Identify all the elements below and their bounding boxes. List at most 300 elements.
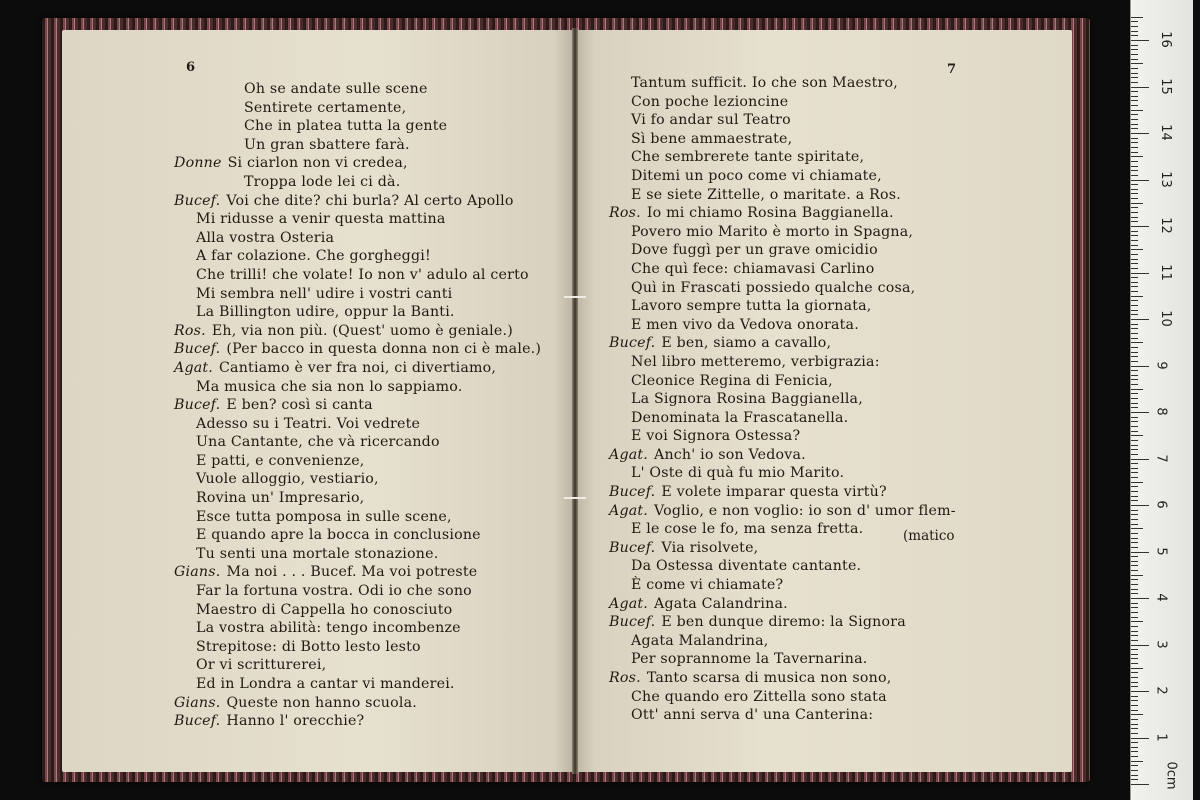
ruler-tick: [1131, 128, 1138, 129]
verse-line: [609, 427, 956, 446]
verse-line: [174, 563, 541, 582]
speaker-name: Agat.: [609, 446, 648, 463]
ruler-tick: [1131, 263, 1138, 264]
ruler-tick: [1131, 579, 1138, 580]
line-text: A far colazione. Che gorgheggi!: [196, 248, 431, 265]
verse-lines: [174, 80, 541, 731]
speaker-name: Gians.: [174, 564, 221, 581]
ruler-number: 1: [1153, 732, 1169, 742]
verse-line: [609, 650, 956, 669]
line-text: (Per bacco in questa donna non ci è male.): [226, 341, 542, 358]
line-text: E quando apre la bocca in conclusione: [196, 527, 481, 544]
verse-line: [174, 285, 541, 304]
verse-line: [174, 247, 541, 266]
line-text: E ben? così si canta: [226, 397, 373, 414]
verse-line: [609, 372, 956, 391]
ruler-tick: [1131, 35, 1138, 36]
line-text: E patti, e convenienze,: [196, 452, 365, 469]
ruler-tick: [1131, 333, 1138, 334]
ruler-tick: [1131, 431, 1138, 432]
ruler-number: 5: [1153, 546, 1169, 556]
line-text: Da Ostessa diventate cantante.: [631, 558, 862, 575]
ruler-tick: [1131, 231, 1138, 232]
ruler-tick: [1131, 682, 1138, 683]
ruler-tick: [1131, 180, 1149, 181]
ruler-tick: [1131, 91, 1138, 92]
ruler-tick: [1131, 259, 1138, 260]
verse-line: [174, 415, 541, 434]
ruler-tick: [1131, 449, 1138, 450]
ruler-tick: [1131, 421, 1138, 422]
ruler-tick: [1131, 31, 1138, 32]
ruler-tick: [1131, 417, 1138, 418]
verse-line: [609, 334, 956, 353]
verse-line: [174, 303, 541, 322]
left-page: [62, 30, 575, 772]
ruler-tick: [1131, 403, 1138, 404]
ruler-tick: [1131, 49, 1138, 50]
verse-line: [609, 241, 956, 260]
ruler-tick: [1131, 73, 1138, 74]
ruler-tick: [1131, 240, 1138, 241]
speaker-name: Bucef.: [174, 341, 221, 358]
ruler-tick: [1131, 561, 1138, 562]
ruler-tick: [1131, 184, 1138, 185]
verse-line: [609, 279, 956, 298]
ruler-tick: [1131, 500, 1138, 501]
ruler-tick: [1131, 338, 1138, 339]
ruler-tick: [1131, 291, 1138, 292]
verse-line: [609, 74, 956, 93]
ruler-tick: [1131, 510, 1138, 511]
speaker-name: Agat.: [609, 502, 648, 519]
verse-line: [609, 297, 956, 316]
ruler-tick: [1131, 756, 1138, 757]
ruler-tick: [1131, 607, 1138, 608]
speaker-name: Donne: [174, 155, 222, 172]
ruler-tick: [1131, 361, 1138, 362]
ruler-number: 4: [1153, 593, 1169, 602]
line-text: Nel libro metteremo, verbigrazia:: [631, 353, 880, 370]
verse-line: [174, 80, 541, 99]
ruler-tick: [1131, 45, 1138, 46]
line-text: Ditemi un poco come vi chiamate,: [631, 167, 882, 184]
verse-line: [174, 619, 541, 638]
verse-line: [174, 99, 541, 118]
verse-line: [174, 656, 541, 675]
line-text: Io mi chiamo Rosina Baggianella.: [646, 205, 894, 222]
book-gutter: [572, 28, 578, 774]
line-text: Strepitose: di Botto lesto lesto: [196, 638, 421, 655]
verse-line: [174, 117, 541, 136]
ruler-tick: [1131, 96, 1138, 97]
line-text: Ed in Londra a cantar vi manderei.: [196, 676, 455, 692]
verse-line: [609, 204, 956, 223]
ruler-tick: [1131, 193, 1138, 194]
ruler-tick: [1131, 352, 1138, 353]
verse-line: [609, 632, 956, 651]
ruler-tick: [1131, 286, 1138, 287]
ruler-tick: [1131, 114, 1138, 115]
line-text: Tanto scarsa di musica non sono,: [646, 670, 892, 686]
ruler-tick: [1131, 273, 1149, 274]
verse-line: [609, 706, 956, 725]
verse-line: [609, 595, 956, 614]
speaker-name: Agat.: [609, 595, 648, 612]
measuring-ruler: [1130, 0, 1193, 800]
line-text: E se siete Zittelle, o maritate. a Ros.: [631, 186, 901, 203]
line-text: Queste non hanno scuola.: [226, 694, 417, 711]
line-text: Far la fortuna vostra. Odi io che sono: [196, 583, 472, 600]
ruler-tick: [1131, 300, 1138, 301]
speaker-name: Bucef.: [609, 335, 656, 352]
speaker-name: Ros.: [609, 670, 641, 686]
ruler-tick: [1131, 366, 1149, 367]
verse-line: [609, 260, 956, 279]
verse-line: [609, 613, 956, 632]
ruler-tick: [1131, 319, 1149, 320]
ruler-tick: [1131, 63, 1143, 64]
ruler-tick: [1131, 226, 1149, 227]
ruler-tick: [1131, 784, 1149, 785]
ruler-tick: [1131, 528, 1143, 529]
ruler-unit-label: 0cm: [1163, 761, 1179, 790]
line-text: La vostra abilità: tengo incombenze: [196, 620, 461, 637]
ruler-tick: [1131, 389, 1143, 390]
ruler-tick: [1131, 570, 1138, 571]
ruler-tick: [1131, 170, 1138, 171]
line-text: Che quando ero Zittella sono stata: [631, 688, 887, 705]
ruler-tick: [1131, 463, 1138, 464]
verse-line: [174, 173, 541, 192]
verse-line: [174, 433, 541, 452]
line-text: È come vi chiamate?: [631, 577, 784, 594]
verse-line: [609, 390, 956, 409]
line-text: Agata Calandrina.: [654, 595, 788, 612]
ruler-tick: [1131, 328, 1138, 329]
ruler-tick: [1131, 705, 1138, 706]
ruler-tick: [1131, 459, 1149, 460]
verse-line: [174, 452, 541, 471]
ruler-tick: [1131, 440, 1138, 441]
line-text: Eh, via non più. (Quest' uomo è geniale.): [211, 322, 513, 339]
verse-line: [174, 136, 541, 155]
ruler-tick: [1131, 496, 1138, 497]
ruler-tick: [1131, 310, 1138, 311]
ruler-number: 9: [1153, 360, 1169, 370]
ruler-tick: [1131, 775, 1138, 776]
right-page: [575, 30, 1072, 772]
line-text: Rovina un' Impresario,: [196, 490, 365, 507]
verse-line: [174, 582, 541, 601]
verse-line: [609, 576, 956, 595]
ruler-tick: [1131, 649, 1138, 650]
ruler-number: 7: [1153, 453, 1169, 463]
ruler-tick: [1131, 282, 1138, 283]
verse-line: [174, 340, 541, 359]
verse-line: [174, 470, 541, 489]
line-text: Or vi scritturerei,: [196, 657, 327, 674]
ruler-tick: [1131, 593, 1138, 594]
ruler-tick: [1131, 277, 1138, 278]
ruler-tick: [1131, 152, 1138, 153]
line-text: Maestro di Cappella ho conosciuto: [196, 601, 453, 618]
line-text: E volete imparar questa virtù?: [661, 484, 887, 501]
ruler-tick: [1131, 552, 1149, 553]
line-text: Cantiamo è ver fra noi, ci divertiamo,: [219, 359, 497, 376]
ruler-tick: [1131, 156, 1143, 157]
ruler-number: 3: [1153, 639, 1169, 649]
line-text: Tantum sufficit. Io che son Maestro,: [631, 75, 898, 91]
ruler-tick: [1131, 640, 1138, 641]
verse-line: [609, 93, 956, 112]
ruler-tick: [1131, 719, 1138, 720]
ruler-number: 13: [1157, 170, 1173, 188]
ruler-tick: [1131, 468, 1138, 469]
line-text: Lavoro sempre tutta la giornata,: [631, 298, 872, 315]
speaker-name: Bucef.: [174, 192, 221, 209]
ruler-tick: [1131, 356, 1138, 357]
ruler-tick: [1131, 68, 1138, 69]
ruler-tick: [1131, 268, 1138, 269]
line-text: Che in platea tutta la gente: [244, 118, 448, 135]
ruler-tick: [1131, 491, 1138, 492]
ruler-tick: [1131, 235, 1138, 236]
ruler-tick: [1131, 175, 1138, 176]
ruler-tick: [1131, 547, 1138, 548]
ruler-tick: [1131, 245, 1138, 246]
ruler-tick: [1131, 393, 1138, 394]
verse-line: [174, 266, 541, 285]
ruler-tick: [1131, 166, 1138, 167]
ruler-number: 14: [1157, 124, 1173, 141]
ruler-tick: [1131, 445, 1138, 446]
ruler-tick: [1131, 119, 1138, 120]
verse-line: [174, 396, 541, 415]
line-text: Tu senti una mortale stonazione.: [196, 545, 439, 562]
ruler-tick: [1131, 700, 1138, 701]
speaker-name: Bucef.: [609, 614, 656, 631]
line-text: E le cose le fo, ma senza fretta.: [631, 521, 864, 538]
verse-line: [174, 210, 541, 229]
line-text: Che trilli! che volate! Io non v' adulo al certo: [196, 266, 529, 283]
ruler-tick: [1131, 477, 1138, 478]
ruler-tick: [1131, 379, 1138, 380]
line-text: Povero mio Marito è morto in Spagna,: [631, 223, 914, 240]
ruler-tick: [1131, 324, 1138, 325]
verse-line: [174, 154, 541, 173]
ruler-tick: [1131, 747, 1138, 748]
ruler-tick: [1131, 87, 1149, 88]
verse-line: [609, 446, 956, 465]
line-text: Sentirete certamente,: [244, 99, 407, 116]
ruler-number: 10: [1157, 310, 1173, 327]
line-text: Ma noi . . . Bucef. Ma voi potreste: [226, 564, 478, 581]
ruler-tick: [1131, 524, 1138, 525]
line-text: Sì bene ammaestrate,: [631, 130, 793, 147]
ruler-tick: [1131, 161, 1138, 162]
ruler-tick: [1131, 612, 1138, 613]
ruler-tick: [1131, 124, 1138, 125]
verse-line: [609, 186, 956, 205]
ruler-tick: [1131, 696, 1138, 697]
line-text: Quì in Frascati possiedo qualche cosa,: [631, 279, 916, 296]
verse-line: [609, 130, 956, 149]
verse-line: [609, 557, 956, 576]
line-text: Adesso su i Teatri. Voi vedrete: [196, 415, 421, 432]
ruler-tick: [1131, 370, 1138, 371]
verse-line: [609, 688, 956, 707]
binding-thread: [564, 497, 586, 499]
ruler-tick: [1131, 765, 1138, 766]
ruler-tick: [1131, 198, 1138, 199]
ruler-tick: [1131, 426, 1138, 427]
line-text: Che sembrerete tante spiritate,: [631, 149, 865, 166]
ruler-tick: [1131, 217, 1138, 218]
verse-line: [174, 694, 541, 713]
ruler-tick: [1131, 435, 1143, 436]
ruler-tick: [1131, 203, 1143, 204]
ruler-tick: [1131, 626, 1138, 627]
line-text: E ben dunque diremo: la Signora: [661, 614, 906, 631]
line-text: Ma musica che sia non lo sappiamo.: [196, 378, 463, 395]
ruler-tick: [1131, 40, 1149, 41]
ruler-tick: [1131, 663, 1138, 664]
verse-line: [609, 669, 956, 688]
ruler-tick: [1131, 714, 1143, 715]
ruler-tick: [1131, 472, 1138, 473]
verse-lines: [609, 74, 956, 725]
ruler-tick: [1131, 728, 1138, 729]
ruler-tick: [1131, 575, 1143, 576]
verse-line: [174, 192, 541, 211]
line-text: Esce tutta pomposa in sulle scene,: [196, 508, 452, 525]
line-text: Mi ridusse a venir questa mattina: [196, 211, 446, 228]
ruler-tick: [1131, 54, 1138, 55]
ruler-tick: [1131, 617, 1138, 618]
ruler-tick: [1131, 207, 1138, 208]
verse-line: [609, 483, 956, 502]
ruler-tick: [1131, 347, 1138, 348]
ruler-tick: [1131, 254, 1138, 255]
ruler-tick: [1131, 221, 1138, 222]
verse-line: [609, 464, 956, 483]
line-text: E voi Signora Ostessa?: [631, 428, 801, 445]
binding-thread: [564, 296, 586, 298]
ruler-tick: [1131, 742, 1138, 743]
line-text: Voi che dite? chi burla? Al certo Apollo: [226, 192, 514, 209]
speaker-name: Bucef.: [174, 397, 221, 414]
ruler-tick: [1131, 249, 1143, 250]
ruler-tick: [1131, 677, 1138, 678]
verse-line: [174, 489, 541, 508]
ruler-tick: [1131, 603, 1138, 604]
line-text: Vi fo andar sul Teatro: [631, 112, 791, 129]
line-text: Per soprannome la Tavernarina.: [631, 651, 868, 668]
ruler-tick: [1131, 584, 1138, 585]
ruler-tick: [1131, 305, 1138, 306]
line-text: Troppa lode lei ci dà.: [244, 173, 401, 190]
ruler-tick: [1131, 761, 1143, 762]
line-text: La Billington udire, oppur la Banti.: [196, 304, 455, 321]
ruler-tick: [1131, 733, 1138, 734]
verse-line: [609, 167, 956, 186]
line-text: Agata Malandrina,: [631, 632, 769, 649]
ruler-tick: [1131, 672, 1138, 673]
verse-line: [609, 409, 956, 428]
ruler-tick: [1131, 589, 1138, 590]
ruler-tick: [1131, 26, 1138, 27]
ruler-tick: [1131, 486, 1138, 487]
ruler-tick: [1131, 519, 1138, 520]
ruler-tick: [1131, 21, 1138, 22]
ruler-tick: [1131, 686, 1138, 687]
ruler-number: 15: [1157, 77, 1173, 95]
line-text: Denominata la Frascatanella.: [631, 409, 849, 426]
verse-line: [174, 378, 541, 397]
line-text: Un gran sbattere farà.: [244, 136, 410, 153]
ruler-tick: [1131, 631, 1138, 632]
verse-line: [609, 111, 956, 130]
speaker-name: Bucef.: [609, 539, 656, 556]
ruler-tick: [1131, 654, 1138, 655]
verse-line: [174, 601, 541, 620]
line-text: Mi sembra nell' udire i vostri canti: [196, 285, 453, 302]
line-text: Una Cantante, che và ricercando: [196, 434, 440, 451]
ruler-tick: [1131, 645, 1149, 646]
verse-line: [174, 359, 541, 378]
line-text: Con poche lezioncine: [631, 93, 789, 110]
line-text: Si ciarlon non vi credea,: [227, 155, 408, 172]
ruler-number: 2: [1153, 686, 1169, 695]
ruler-tick: [1131, 668, 1143, 669]
ruler-tick: [1131, 138, 1138, 139]
ruler-tick: [1131, 100, 1138, 101]
speaker-name: Ros.: [609, 205, 641, 222]
line-text: Alla vostra Osteria: [196, 229, 335, 246]
ruler-tick: [1131, 454, 1138, 455]
ruler-tick: [1131, 621, 1143, 622]
ruler-number: 11: [1157, 263, 1173, 281]
speaker-name: Bucef.: [609, 484, 656, 501]
verse-line: [609, 223, 956, 242]
ruler-tick: [1131, 105, 1138, 106]
line-text: Vuole alloggio, vestiario,: [196, 471, 379, 488]
ruler-tick: [1131, 533, 1138, 534]
line-text: Oh se andate sulle scene: [244, 81, 428, 97]
ruler-tick: [1131, 538, 1138, 539]
ruler-number: 6: [1153, 500, 1169, 509]
line-text: Hanno l' orecchie?: [226, 713, 365, 730]
ruler-tick: [1131, 296, 1143, 297]
ruler-tick: [1131, 598, 1149, 599]
ruler-tick: [1131, 133, 1149, 134]
ruler-tick: [1131, 514, 1138, 515]
ruler-tick: [1131, 17, 1143, 18]
speaker-name: Ros.: [174, 322, 206, 339]
verse-line: [174, 322, 541, 341]
ruler-tick: [1131, 565, 1138, 566]
ruler-tick: [1131, 724, 1138, 725]
ruler-tick: [1131, 59, 1138, 60]
line-text: E ben, siamo a cavallo,: [661, 335, 832, 352]
ruler-tick: [1131, 770, 1138, 771]
ruler-tick: [1131, 412, 1149, 413]
ruler-tick: [1131, 635, 1138, 636]
ruler-tick: [1131, 691, 1149, 692]
verse-line: [174, 638, 541, 657]
ruler-number: 8: [1153, 407, 1169, 416]
